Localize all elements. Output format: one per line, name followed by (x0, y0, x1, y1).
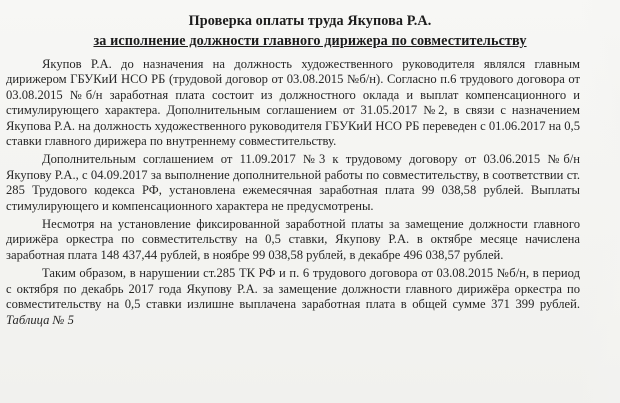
paragraph-3: Несмотря на установление фиксированной заработной платы за замещение должности главного дирижёра оркестра по совместительству на 0,5 ставки, Якупову Р.А. в октябре месяце начислена заработная плата 148 437,44 рублей, в ноябре 99 038,58 рублей, в декабре 496 038,57 рублей. (6, 217, 580, 262)
paragraph-4-text: Таким образом, в нарушении ст.285 ТК РФ и п. 6 трудового договора от 03.08.2015 №б/н, в период с октября по декабрь 2017 года Якупову Р.А. за замещение должности главного дирижёра оркестра по совместительству на 0,5 ставки излишне выплачена заработная плата в общей сумме 371 399 рублей. (6, 266, 580, 312)
paragraph-1: Якупов Р.А. до назначения на должность художественного руководителя являлся главным дирижером ГБУКиИ НСО РБ (трудовой договор от 03.08.2015 №б/н). Согласно п.6 трудового договора от 03.08.2015 №б/н заработная плата состоит из должностного оклада и выплат компенсационного и стимулирующего характера. Дополнительным соглашением от 31.05.2017 №2, в связи с назначением Якупова Р.А. на должность художественного руководителя ГБУКиИ НСО РБ переведен с 01.06.2017 на 0,5 ставки главного дирижера по внутреннему совместительству. (6, 57, 580, 149)
table-reference: Таблица № 5 (6, 312, 74, 327)
scan-shading (580, 0, 620, 403)
document-subtitle: за исполнение должности главного дирижера по совместительству (93, 33, 527, 49)
paragraph-2: Дополнительным соглашением от 11.09.2017 №3 к трудовому договору от 03.06.2015 №б/н Якупову Р.А., с 04.09.2017 за выполнение дополнительной работы по совместительству, в соответствии ст. 285 Трудового кодекса РФ, установлена ежемесячная заработная плата 99 038,58 рублей. Выплаты стимулирующего и компенсационного характера не предусмотрены. (6, 152, 580, 213)
document-body (6, 52, 580, 328)
document-title: Проверка оплаты труда Якупова Р.А. (188, 13, 432, 29)
paragraph-4 (6, 266, 580, 328)
